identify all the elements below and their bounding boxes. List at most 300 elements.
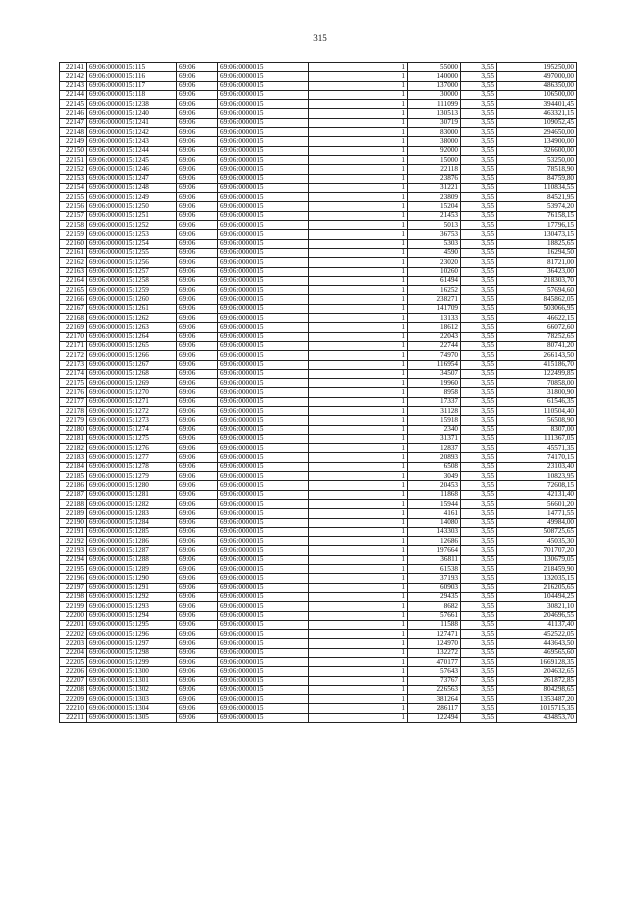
district-code-cell: 69:06 bbox=[177, 155, 218, 164]
cadastral-number-cell: 69:06:0000015:1271 bbox=[87, 397, 177, 406]
area-cell: 15944 bbox=[408, 499, 461, 508]
cadastral-number-cell: 69:06:0000015:1278 bbox=[87, 462, 177, 471]
area-cell: 61538 bbox=[408, 565, 461, 574]
cadastral-number-cell: 69:06:0000015:1247 bbox=[87, 174, 177, 183]
cadastral-number-cell: 69:06:0000015:1266 bbox=[87, 351, 177, 360]
cadastral-number-cell: 69:06:0000015:1265 bbox=[87, 341, 177, 350]
quarter-code-cell: 69:06:0000015 bbox=[218, 295, 309, 304]
table-row bbox=[60, 221, 577, 230]
district-code-cell: 69:06 bbox=[177, 137, 218, 146]
table-row bbox=[60, 639, 577, 648]
count-cell: 1 bbox=[309, 221, 408, 230]
quarter-code-cell: 69:06:0000015 bbox=[218, 258, 309, 267]
table-row bbox=[60, 620, 577, 629]
table-row bbox=[60, 81, 577, 90]
sum-cell: 266143,50 bbox=[497, 351, 577, 360]
rate-cell: 3,55 bbox=[461, 118, 497, 127]
district-code-cell: 69:06 bbox=[177, 118, 218, 127]
table-row bbox=[60, 155, 577, 164]
table-row bbox=[60, 332, 577, 341]
quarter-code-cell: 69:06:0000015 bbox=[218, 555, 309, 564]
area-cell: 8682 bbox=[408, 602, 461, 611]
count-cell: 1 bbox=[309, 518, 408, 527]
count-cell: 1 bbox=[309, 481, 408, 490]
sum-cell: 49984,00 bbox=[497, 518, 577, 527]
quarter-code-cell: 69:06:0000015 bbox=[218, 565, 309, 574]
rate-cell: 3,55 bbox=[461, 128, 497, 137]
count-cell: 1 bbox=[309, 713, 408, 722]
table-row bbox=[60, 434, 577, 443]
table-body bbox=[60, 63, 577, 723]
count-cell: 1 bbox=[309, 397, 408, 406]
rate-cell: 3,55 bbox=[461, 341, 497, 350]
row-number-cell: 22185 bbox=[60, 472, 87, 481]
cadastral-number-cell: 69:06:0000015:1297 bbox=[87, 639, 177, 648]
district-code-cell: 69:06 bbox=[177, 202, 218, 211]
area-cell: 10260 bbox=[408, 267, 461, 276]
row-number-cell: 22147 bbox=[60, 118, 87, 127]
sum-cell: 8307,00 bbox=[497, 425, 577, 434]
district-code-cell: 69:06 bbox=[177, 685, 218, 694]
row-number-cell: 22151 bbox=[60, 155, 87, 164]
table-row bbox=[60, 397, 577, 406]
area-cell: 15918 bbox=[408, 416, 461, 425]
sum-cell: 204696,55 bbox=[497, 611, 577, 620]
table-row bbox=[60, 462, 577, 471]
rate-cell: 3,55 bbox=[461, 239, 497, 248]
sum-cell: 845862,05 bbox=[497, 295, 577, 304]
rate-cell: 3,55 bbox=[461, 444, 497, 453]
area-cell: 3049 bbox=[408, 472, 461, 481]
cadastral-number-cell: 69:06:0000015:1254 bbox=[87, 239, 177, 248]
cadastral-number-cell: 69:06:0000015:1261 bbox=[87, 304, 177, 313]
rate-cell: 3,55 bbox=[461, 304, 497, 313]
rate-cell: 3,55 bbox=[461, 351, 497, 360]
area-cell: 127471 bbox=[408, 630, 461, 639]
quarter-code-cell: 69:06:0000015 bbox=[218, 713, 309, 722]
quarter-code-cell: 69:06:0000015 bbox=[218, 397, 309, 406]
table-row bbox=[60, 146, 577, 155]
table-row bbox=[60, 658, 577, 667]
table-row bbox=[60, 360, 577, 369]
table-row bbox=[60, 258, 577, 267]
cadastral-number-cell: 69:06:0000015:115 bbox=[87, 63, 177, 72]
count-cell: 1 bbox=[309, 416, 408, 425]
rate-cell: 3,55 bbox=[461, 509, 497, 518]
count-cell: 1 bbox=[309, 676, 408, 685]
row-number-cell: 22196 bbox=[60, 574, 87, 583]
count-cell: 1 bbox=[309, 183, 408, 192]
row-number-cell: 22155 bbox=[60, 193, 87, 202]
table-row bbox=[60, 211, 577, 220]
cadastral-number-cell: 69:06:0000015:1276 bbox=[87, 444, 177, 453]
count-cell: 1 bbox=[309, 314, 408, 323]
rate-cell: 3,55 bbox=[461, 667, 497, 676]
table-row bbox=[60, 72, 577, 81]
area-cell: 141709 bbox=[408, 304, 461, 313]
area-cell: 17337 bbox=[408, 397, 461, 406]
count-cell: 1 bbox=[309, 211, 408, 220]
cadastral-number-cell: 69:06:0000015:1243 bbox=[87, 137, 177, 146]
rate-cell: 3,55 bbox=[461, 183, 497, 192]
area-cell: 83000 bbox=[408, 128, 461, 137]
table-row bbox=[60, 574, 577, 583]
rate-cell: 3,55 bbox=[461, 639, 497, 648]
quarter-code-cell: 69:06:0000015 bbox=[218, 416, 309, 425]
row-number-cell: 22154 bbox=[60, 183, 87, 192]
table-row bbox=[60, 276, 577, 285]
row-number-cell: 22166 bbox=[60, 295, 87, 304]
cadastral-number-cell: 69:06:0000015:1259 bbox=[87, 286, 177, 295]
district-code-cell: 69:06 bbox=[177, 537, 218, 546]
area-cell: 122494 bbox=[408, 713, 461, 722]
row-number-cell: 22180 bbox=[60, 425, 87, 434]
rate-cell: 3,55 bbox=[461, 527, 497, 536]
count-cell: 1 bbox=[309, 620, 408, 629]
area-cell: 20453 bbox=[408, 481, 461, 490]
count-cell: 1 bbox=[309, 425, 408, 434]
row-number-cell: 22172 bbox=[60, 351, 87, 360]
rate-cell: 3,55 bbox=[461, 630, 497, 639]
area-cell: 15204 bbox=[408, 202, 461, 211]
area-cell: 18612 bbox=[408, 323, 461, 332]
district-code-cell: 69:06 bbox=[177, 453, 218, 462]
count-cell: 1 bbox=[309, 100, 408, 109]
row-number-cell: 22163 bbox=[60, 267, 87, 276]
count-cell: 1 bbox=[309, 146, 408, 155]
row-number-cell: 22208 bbox=[60, 685, 87, 694]
table-row bbox=[60, 453, 577, 462]
cadastral-number-cell: 69:06:0000015:1305 bbox=[87, 713, 177, 722]
table-row bbox=[60, 481, 577, 490]
area-cell: 11588 bbox=[408, 620, 461, 629]
row-number-cell: 22188 bbox=[60, 499, 87, 508]
district-code-cell: 69:06 bbox=[177, 648, 218, 657]
district-code-cell: 69:06 bbox=[177, 611, 218, 620]
quarter-code-cell: 69:06:0000015 bbox=[218, 434, 309, 443]
quarter-code-cell: 69:06:0000015 bbox=[218, 118, 309, 127]
cadastral-number-cell: 69:06:0000015:1298 bbox=[87, 648, 177, 657]
sum-cell: 218303,70 bbox=[497, 276, 577, 285]
rate-cell: 3,55 bbox=[461, 248, 497, 257]
quarter-code-cell: 69:06:0000015 bbox=[218, 193, 309, 202]
quarter-code-cell: 69:06:0000015 bbox=[218, 202, 309, 211]
rate-cell: 3,55 bbox=[461, 602, 497, 611]
table-row bbox=[60, 676, 577, 685]
sum-cell: 1669128,35 bbox=[497, 658, 577, 667]
rate-cell: 3,55 bbox=[461, 155, 497, 164]
rate-cell: 3,55 bbox=[461, 202, 497, 211]
count-cell: 1 bbox=[309, 174, 408, 183]
row-number-cell: 22206 bbox=[60, 667, 87, 676]
area-cell: 22744 bbox=[408, 341, 461, 350]
rate-cell: 3,55 bbox=[461, 193, 497, 202]
sum-cell: 84521,95 bbox=[497, 193, 577, 202]
district-code-cell: 69:06 bbox=[177, 230, 218, 239]
district-code-cell: 69:06 bbox=[177, 425, 218, 434]
rate-cell: 3,55 bbox=[461, 63, 497, 72]
table-row bbox=[60, 537, 577, 546]
count-cell: 1 bbox=[309, 230, 408, 239]
count-cell: 1 bbox=[309, 360, 408, 369]
count-cell: 1 bbox=[309, 602, 408, 611]
quarter-code-cell: 69:06:0000015 bbox=[218, 453, 309, 462]
quarter-code-cell: 69:06:0000015 bbox=[218, 183, 309, 192]
cadastral-number-cell: 69:06:0000015:1275 bbox=[87, 434, 177, 443]
cadastral-number-cell: 69:06:0000015:1248 bbox=[87, 183, 177, 192]
sum-cell: 45571,35 bbox=[497, 444, 577, 453]
quarter-code-cell: 69:06:0000015 bbox=[218, 592, 309, 601]
table-row bbox=[60, 369, 577, 378]
row-number-cell: 22184 bbox=[60, 462, 87, 471]
table-row bbox=[60, 202, 577, 211]
quarter-code-cell: 69:06:0000015 bbox=[218, 546, 309, 555]
area-cell: 286117 bbox=[408, 704, 461, 713]
rate-cell: 3,55 bbox=[461, 472, 497, 481]
table-row bbox=[60, 425, 577, 434]
rate-cell: 3,55 bbox=[461, 546, 497, 555]
cadastral-number-cell: 69:06:0000015:1286 bbox=[87, 537, 177, 546]
count-cell: 1 bbox=[309, 537, 408, 546]
count-cell: 1 bbox=[309, 583, 408, 592]
table-row bbox=[60, 406, 577, 415]
sum-cell: 66072,60 bbox=[497, 323, 577, 332]
cadastral-number-cell: 69:06:0000015:1267 bbox=[87, 360, 177, 369]
sum-cell: 294650,00 bbox=[497, 128, 577, 137]
rate-cell: 3,55 bbox=[461, 565, 497, 574]
district-code-cell: 69:06 bbox=[177, 481, 218, 490]
count-cell: 1 bbox=[309, 165, 408, 174]
rate-cell: 3,55 bbox=[461, 258, 497, 267]
cadastral-number-cell: 69:06:0000015:1250 bbox=[87, 202, 177, 211]
table-row bbox=[60, 128, 577, 137]
sum-cell: 18825,65 bbox=[497, 239, 577, 248]
table-row bbox=[60, 295, 577, 304]
area-cell: 111099 bbox=[408, 100, 461, 109]
table-row bbox=[60, 341, 577, 350]
table-row bbox=[60, 713, 577, 722]
sum-cell: 463321,15 bbox=[497, 109, 577, 118]
rate-cell: 3,55 bbox=[461, 704, 497, 713]
rate-cell: 3,55 bbox=[461, 90, 497, 99]
sum-cell: 23103,40 bbox=[497, 462, 577, 471]
row-number-cell: 22168 bbox=[60, 314, 87, 323]
sum-cell: 106500,00 bbox=[497, 90, 577, 99]
row-number-cell: 22207 bbox=[60, 676, 87, 685]
rate-cell: 3,55 bbox=[461, 490, 497, 499]
count-cell: 1 bbox=[309, 388, 408, 397]
count-cell: 1 bbox=[309, 267, 408, 276]
area-cell: 6508 bbox=[408, 462, 461, 471]
area-cell: 15000 bbox=[408, 155, 461, 164]
area-cell: 140000 bbox=[408, 72, 461, 81]
quarter-code-cell: 69:06:0000015 bbox=[218, 695, 309, 704]
row-number-cell: 22144 bbox=[60, 90, 87, 99]
district-code-cell: 69:06 bbox=[177, 72, 218, 81]
table-row bbox=[60, 527, 577, 536]
count-cell: 1 bbox=[309, 341, 408, 350]
rate-cell: 3,55 bbox=[461, 323, 497, 332]
sum-cell: 80741,20 bbox=[497, 341, 577, 350]
count-cell: 1 bbox=[309, 369, 408, 378]
row-number-cell: 22189 bbox=[60, 509, 87, 518]
area-cell: 130513 bbox=[408, 109, 461, 118]
cadastral-number-cell: 69:06:0000015:1279 bbox=[87, 472, 177, 481]
sum-cell: 469565,60 bbox=[497, 648, 577, 657]
district-code-cell: 69:06 bbox=[177, 165, 218, 174]
cadastral-number-cell: 69:06:0000015:1299 bbox=[87, 658, 177, 667]
count-cell: 1 bbox=[309, 63, 408, 72]
district-code-cell: 69:06 bbox=[177, 490, 218, 499]
row-number-cell: 22211 bbox=[60, 713, 87, 722]
table-row bbox=[60, 137, 577, 146]
quarter-code-cell: 69:06:0000015 bbox=[218, 137, 309, 146]
sum-cell: 130679,05 bbox=[497, 555, 577, 564]
quarter-code-cell: 69:06:0000015 bbox=[218, 620, 309, 629]
quarter-code-cell: 69:06:0000015 bbox=[218, 518, 309, 527]
row-number-cell: 22203 bbox=[60, 639, 87, 648]
rate-cell: 3,55 bbox=[461, 314, 497, 323]
table-row bbox=[60, 193, 577, 202]
district-code-cell: 69:06 bbox=[177, 574, 218, 583]
sum-cell: 195250,00 bbox=[497, 63, 577, 72]
quarter-code-cell: 69:06:0000015 bbox=[218, 611, 309, 620]
sum-cell: 804298,65 bbox=[497, 685, 577, 694]
area-cell: 4161 bbox=[408, 509, 461, 518]
quarter-code-cell: 69:06:0000015 bbox=[218, 63, 309, 72]
sum-cell: 76158,15 bbox=[497, 211, 577, 220]
area-cell: 5303 bbox=[408, 239, 461, 248]
quarter-code-cell: 69:06:0000015 bbox=[218, 221, 309, 230]
quarter-code-cell: 69:06:0000015 bbox=[218, 388, 309, 397]
sum-cell: 218459,90 bbox=[497, 565, 577, 574]
count-cell: 1 bbox=[309, 639, 408, 648]
cadastral-register-table bbox=[59, 62, 577, 723]
sum-cell: 30821,10 bbox=[497, 602, 577, 611]
rate-cell: 3,55 bbox=[461, 146, 497, 155]
count-cell: 1 bbox=[309, 630, 408, 639]
area-cell: 92000 bbox=[408, 146, 461, 155]
district-code-cell: 69:06 bbox=[177, 267, 218, 276]
sum-cell: 56508,90 bbox=[497, 416, 577, 425]
district-code-cell: 69:06 bbox=[177, 509, 218, 518]
area-cell: 12837 bbox=[408, 444, 461, 453]
sum-cell: 130473,15 bbox=[497, 230, 577, 239]
quarter-code-cell: 69:06:0000015 bbox=[218, 146, 309, 155]
sum-cell: 78518,90 bbox=[497, 165, 577, 174]
rate-cell: 3,55 bbox=[461, 100, 497, 109]
district-code-cell: 69:06 bbox=[177, 221, 218, 230]
sum-cell: 61546,35 bbox=[497, 397, 577, 406]
area-cell: 13133 bbox=[408, 314, 461, 323]
district-code-cell: 69:06 bbox=[177, 341, 218, 350]
sum-cell: 394401,45 bbox=[497, 100, 577, 109]
area-cell: 60903 bbox=[408, 583, 461, 592]
quarter-code-cell: 69:06:0000015 bbox=[218, 323, 309, 332]
area-cell: 238271 bbox=[408, 295, 461, 304]
area-cell: 61494 bbox=[408, 276, 461, 285]
row-number-cell: 22204 bbox=[60, 648, 87, 657]
rate-cell: 3,55 bbox=[461, 81, 497, 90]
table-row bbox=[60, 499, 577, 508]
sum-cell: 216205,65 bbox=[497, 583, 577, 592]
district-code-cell: 69:06 bbox=[177, 174, 218, 183]
district-code-cell: 69:06 bbox=[177, 434, 218, 443]
area-cell: 226563 bbox=[408, 685, 461, 694]
rate-cell: 3,55 bbox=[461, 72, 497, 81]
table-row bbox=[60, 583, 577, 592]
district-code-cell: 69:06 bbox=[177, 397, 218, 406]
cadastral-number-cell: 69:06:0000015:1244 bbox=[87, 146, 177, 155]
area-cell: 22043 bbox=[408, 332, 461, 341]
district-code-cell: 69:06 bbox=[177, 713, 218, 722]
district-code-cell: 69:06 bbox=[177, 667, 218, 676]
area-cell: 57643 bbox=[408, 667, 461, 676]
area-cell: 22118 bbox=[408, 165, 461, 174]
sum-cell: 53974,20 bbox=[497, 202, 577, 211]
rate-cell: 3,55 bbox=[461, 360, 497, 369]
rate-cell: 3,55 bbox=[461, 685, 497, 694]
cadastral-number-cell: 69:06:0000015:116 bbox=[87, 72, 177, 81]
sum-cell: 122499,85 bbox=[497, 369, 577, 378]
count-cell: 1 bbox=[309, 695, 408, 704]
district-code-cell: 69:06 bbox=[177, 472, 218, 481]
table-row bbox=[60, 630, 577, 639]
row-number-cell: 22190 bbox=[60, 518, 87, 527]
quarter-code-cell: 69:06:0000015 bbox=[218, 360, 309, 369]
rate-cell: 3,55 bbox=[461, 221, 497, 230]
district-code-cell: 69:06 bbox=[177, 462, 218, 471]
sum-cell: 16294,50 bbox=[497, 248, 577, 257]
district-code-cell: 69:06 bbox=[177, 286, 218, 295]
quarter-code-cell: 69:06:0000015 bbox=[218, 248, 309, 257]
count-cell: 1 bbox=[309, 592, 408, 601]
district-code-cell: 69:06 bbox=[177, 704, 218, 713]
table-row bbox=[60, 592, 577, 601]
quarter-code-cell: 69:06:0000015 bbox=[218, 527, 309, 536]
row-number-cell: 22205 bbox=[60, 658, 87, 667]
row-number-cell: 22141 bbox=[60, 63, 87, 72]
cadastral-number-cell: 69:06:0000015:1240 bbox=[87, 109, 177, 118]
quarter-code-cell: 69:06:0000015 bbox=[218, 276, 309, 285]
rate-cell: 3,55 bbox=[461, 286, 497, 295]
cadastral-number-cell: 69:06:0000015:1258 bbox=[87, 276, 177, 285]
sum-cell: 42131,40 bbox=[497, 490, 577, 499]
row-number-cell: 22186 bbox=[60, 481, 87, 490]
area-cell: 31221 bbox=[408, 183, 461, 192]
row-number-cell: 22209 bbox=[60, 695, 87, 704]
cadastral-number-cell: 69:06:0000015:1262 bbox=[87, 314, 177, 323]
row-number-cell: 22152 bbox=[60, 165, 87, 174]
count-cell: 1 bbox=[309, 527, 408, 536]
cadastral-number-cell: 69:06:0000015:1293 bbox=[87, 602, 177, 611]
table-row bbox=[60, 695, 577, 704]
district-code-cell: 69:06 bbox=[177, 406, 218, 415]
row-number-cell: 22150 bbox=[60, 146, 87, 155]
row-number-cell: 22175 bbox=[60, 379, 87, 388]
cadastral-number-cell: 69:06:0000015:1245 bbox=[87, 155, 177, 164]
district-code-cell: 69:06 bbox=[177, 602, 218, 611]
cadastral-number-cell: 69:06:0000015:1287 bbox=[87, 546, 177, 555]
count-cell: 1 bbox=[309, 574, 408, 583]
count-cell: 1 bbox=[309, 704, 408, 713]
quarter-code-cell: 69:06:0000015 bbox=[218, 685, 309, 694]
area-cell: 12686 bbox=[408, 537, 461, 546]
row-number-cell: 22162 bbox=[60, 258, 87, 267]
cadastral-number-cell: 69:06:0000015:1291 bbox=[87, 583, 177, 592]
district-code-cell: 69:06 bbox=[177, 109, 218, 118]
table-row bbox=[60, 685, 577, 694]
